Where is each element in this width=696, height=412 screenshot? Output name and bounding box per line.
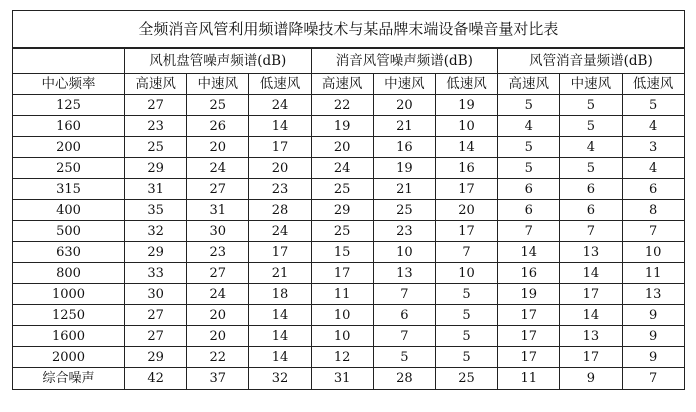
frequency-cell: 综合噪声: [13, 368, 125, 390]
value-cell: 14: [498, 242, 560, 263]
value-cell: 25: [311, 179, 373, 200]
value-cell: 14: [249, 347, 311, 368]
value-cell: 10: [435, 263, 497, 284]
frequency-cell: 400: [13, 200, 125, 221]
table-row: [13, 221, 685, 242]
value-cell: 20: [187, 305, 249, 326]
value-cell: 15: [311, 242, 373, 263]
value-cell: 5: [622, 95, 684, 116]
group-header-fan-coil: 风机盘管噪声频谱(dB): [125, 48, 312, 74]
value-cell: 32: [249, 368, 311, 390]
value-cell: 12: [311, 347, 373, 368]
row-header-center-frequency: 中心频率: [13, 74, 125, 95]
value-cell: 27: [125, 326, 187, 347]
value-cell: 9: [622, 326, 684, 347]
value-cell: 5: [560, 95, 622, 116]
value-cell: 5: [373, 347, 435, 368]
sub-header-low: 低速风: [435, 74, 497, 95]
table-row: [13, 326, 685, 347]
value-cell: 6: [373, 305, 435, 326]
value-cell: 11: [311, 284, 373, 305]
value-cell: 42: [125, 368, 187, 390]
sub-header-medium: 中速风: [187, 74, 249, 95]
value-cell: 7: [622, 368, 684, 390]
value-cell: 25: [187, 95, 249, 116]
value-cell: 29: [125, 158, 187, 179]
value-cell: 4: [622, 158, 684, 179]
value-cell: 31: [187, 200, 249, 221]
value-cell: 13: [560, 326, 622, 347]
value-cell: 24: [311, 158, 373, 179]
value-cell: 37: [187, 368, 249, 390]
value-cell: 14: [435, 137, 497, 158]
sub-header-medium: 中速风: [560, 74, 622, 95]
value-cell: 4: [622, 116, 684, 137]
sub-header-medium: 中速风: [373, 74, 435, 95]
value-cell: 21: [373, 179, 435, 200]
value-cell: 6: [622, 179, 684, 200]
value-cell: 17: [498, 305, 560, 326]
value-cell: 5: [498, 95, 560, 116]
value-cell: 14: [249, 305, 311, 326]
frequency-cell: 1600: [13, 326, 125, 347]
value-cell: 6: [560, 200, 622, 221]
value-cell: 7: [373, 284, 435, 305]
value-cell: 24: [187, 284, 249, 305]
table-body: [13, 95, 685, 390]
value-cell: 29: [311, 200, 373, 221]
value-cell: 25: [311, 221, 373, 242]
frequency-cell: 1000: [13, 284, 125, 305]
table-row: [13, 242, 685, 263]
frequency-cell: 125: [13, 95, 125, 116]
value-cell: 20: [373, 95, 435, 116]
value-cell: 24: [249, 221, 311, 242]
value-cell: 3: [622, 137, 684, 158]
value-cell: 22: [311, 95, 373, 116]
value-cell: 13: [560, 242, 622, 263]
table-row: [13, 200, 685, 221]
value-cell: 9: [622, 305, 684, 326]
sub-header-high: 高速风: [125, 74, 187, 95]
value-cell: 9: [560, 368, 622, 390]
value-cell: 17: [311, 263, 373, 284]
value-cell: 5: [560, 116, 622, 137]
value-cell: 10: [373, 242, 435, 263]
value-cell: 16: [373, 137, 435, 158]
table-row: [13, 158, 685, 179]
value-cell: 27: [187, 179, 249, 200]
value-cell: 17: [560, 284, 622, 305]
value-cell: 10: [435, 116, 497, 137]
value-cell: 14: [249, 326, 311, 347]
group-header-muffler-duct: 消音风管噪声频谱(dB): [311, 48, 498, 74]
value-cell: 4: [560, 137, 622, 158]
value-cell: 8: [622, 200, 684, 221]
value-cell: 32: [125, 221, 187, 242]
frequency-cell: 630: [13, 242, 125, 263]
value-cell: 19: [498, 284, 560, 305]
frequency-cell: 160: [13, 116, 125, 137]
value-cell: 19: [435, 95, 497, 116]
total-row: [13, 368, 685, 390]
value-cell: 7: [622, 221, 684, 242]
value-cell: 6: [498, 179, 560, 200]
value-cell: 5: [498, 158, 560, 179]
value-cell: 5: [435, 326, 497, 347]
table-row: [13, 137, 685, 158]
frequency-cell: 800: [13, 263, 125, 284]
group-header-attenuation: 风管消音量频谱(dB): [498, 48, 685, 74]
value-cell: 20: [187, 137, 249, 158]
value-cell: 33: [125, 263, 187, 284]
frequency-cell: 1250: [13, 305, 125, 326]
value-cell: 30: [125, 284, 187, 305]
value-cell: 27: [187, 263, 249, 284]
value-cell: 25: [435, 368, 497, 390]
value-cell: 14: [249, 116, 311, 137]
value-cell: 23: [373, 221, 435, 242]
value-cell: 20: [311, 137, 373, 158]
value-cell: 5: [435, 305, 497, 326]
frequency-cell: 315: [13, 179, 125, 200]
value-cell: 13: [622, 284, 684, 305]
value-cell: 23: [187, 242, 249, 263]
value-cell: 14: [560, 305, 622, 326]
value-cell: 11: [498, 368, 560, 390]
frequency-cell: 500: [13, 221, 125, 242]
empty-corner-cell: [13, 48, 125, 74]
sub-header-high: 高速风: [498, 74, 560, 95]
sub-header-low: 低速风: [622, 74, 684, 95]
value-cell: 5: [498, 137, 560, 158]
value-cell: 18: [249, 284, 311, 305]
value-cell: 25: [125, 137, 187, 158]
value-cell: 31: [311, 368, 373, 390]
value-cell: 20: [187, 326, 249, 347]
value-cell: 10: [311, 305, 373, 326]
value-cell: 7: [435, 242, 497, 263]
table-row: [13, 305, 685, 326]
sub-header-high: 高速风: [311, 74, 373, 95]
value-cell: 10: [311, 326, 373, 347]
value-cell: 11: [622, 263, 684, 284]
value-cell: 20: [435, 200, 497, 221]
table-row: [13, 95, 685, 116]
value-cell: 26: [187, 116, 249, 137]
noise-comparison-table: [12, 10, 685, 390]
table-row: [13, 179, 685, 200]
value-cell: 14: [560, 263, 622, 284]
value-cell: 17: [435, 221, 497, 242]
table-row: [13, 347, 685, 368]
value-cell: 30: [187, 221, 249, 242]
value-cell: 17: [435, 179, 497, 200]
value-cell: 29: [125, 242, 187, 263]
value-cell: 21: [249, 263, 311, 284]
value-cell: 4: [498, 116, 560, 137]
value-cell: 23: [249, 179, 311, 200]
value-cell: 6: [498, 200, 560, 221]
value-cell: 23: [125, 116, 187, 137]
value-cell: 20: [249, 158, 311, 179]
table-title: 全频消音风管利用频谱降噪技术与某品牌末端设备噪音量对比表: [13, 11, 685, 49]
value-cell: 17: [249, 242, 311, 263]
value-cell: 17: [560, 347, 622, 368]
sub-header-low: 低速风: [249, 74, 311, 95]
value-cell: 17: [498, 326, 560, 347]
comparison-table-container: [12, 10, 684, 390]
frequency-cell: 250: [13, 158, 125, 179]
value-cell: 16: [498, 263, 560, 284]
frequency-cell: 2000: [13, 347, 125, 368]
value-cell: 5: [435, 347, 497, 368]
value-cell: 17: [249, 137, 311, 158]
value-cell: 10: [622, 242, 684, 263]
frequency-cell: 200: [13, 137, 125, 158]
value-cell: 25: [373, 200, 435, 221]
value-cell: 35: [125, 200, 187, 221]
value-cell: 19: [311, 116, 373, 137]
value-cell: 7: [498, 221, 560, 242]
table-row: [13, 284, 685, 305]
value-cell: 17: [498, 347, 560, 368]
value-cell: 27: [125, 305, 187, 326]
table-row: [13, 263, 685, 284]
value-cell: 24: [249, 95, 311, 116]
value-cell: 5: [435, 284, 497, 305]
value-cell: 7: [373, 326, 435, 347]
value-cell: 19: [373, 158, 435, 179]
value-cell: 21: [373, 116, 435, 137]
value-cell: 31: [125, 179, 187, 200]
value-cell: 16: [435, 158, 497, 179]
value-cell: 27: [125, 95, 187, 116]
value-cell: 9: [622, 347, 684, 368]
value-cell: 22: [187, 347, 249, 368]
value-cell: 13: [373, 263, 435, 284]
value-cell: 6: [560, 179, 622, 200]
value-cell: 28: [249, 200, 311, 221]
value-cell: 5: [560, 158, 622, 179]
value-cell: 24: [187, 158, 249, 179]
value-cell: 28: [373, 368, 435, 390]
value-cell: 29: [125, 347, 187, 368]
value-cell: 7: [560, 221, 622, 242]
table-row: [13, 116, 685, 137]
